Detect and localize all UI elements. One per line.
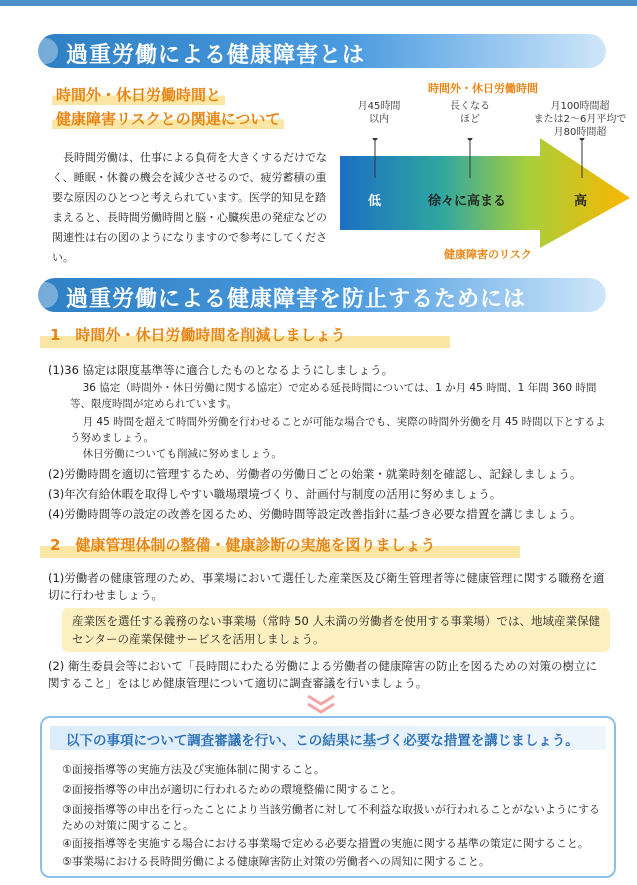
heading-health-management: 2 健康管理体制の整備・健康診断の実施を図りましょう — [40, 534, 520, 558]
marker2-label — [440, 100, 500, 126]
marker2-dot — [468, 138, 473, 141]
yellow-note-box — [62, 608, 610, 652]
section2-title: 過重労働による健康障害を防止するためには — [66, 287, 527, 312]
marker1-line1: 月45時間 — [357, 101, 401, 112]
item-6: (2) 衛生委員会等において「長時間にわたる労働による労働者の健康障害の防止を図るための対策の樹立に関すること」をはじめ健康管理について適切に調査審議を行いましょう。 — [48, 659, 597, 690]
chevron-down-icon — [306, 694, 336, 716]
item-5: (1)労働者の健康管理のため、事業場において選任した産業医及び衛生管理者等に健康管理に関する職務を適切に行わせましょう。 — [48, 571, 605, 602]
note-1a: 36 協定（時間外・休日労働に関する協定）で定める延長時間については、1 か月 45 時間、1 年間 360 時間等、限度時間が定められています。 — [70, 382, 597, 410]
marker1-line2: 以内 — [369, 114, 389, 125]
section1-title: 過重労働による健康障害とは — [66, 43, 366, 68]
top-rule — [0, 0, 637, 6]
note-1b: 月 45 時間を超えて時間外労働を行わせることが可能な場合でも、実際の時間外労働を月 45 時間以下とするよう努めましょう。 — [70, 416, 606, 444]
banner-dot — [32, 38, 58, 64]
box-item-3: ③面接指導等の申出を行ったことにより当該労働者に対して不利益な取扱いが行われることがないようにするための対策に関すること。 — [62, 803, 600, 832]
deliberation-header-text: 以下の事項について調査審議を行い、この結果に基づく必要な措置を講じましょう。 — [66, 733, 579, 749]
item-3: (3)年次有給休暇を取得しやすい職場環境づくり、計画付与制度の活用に努めましょう。 — [48, 487, 502, 501]
box-item-1: ①面接指導等の実施方法及び実施体制に関すること。 — [62, 763, 325, 776]
diagram-title: 時間外・休日労働時間 — [428, 82, 538, 95]
box-item-4: ④面接指導等を実施する場合における事業場で定める必要な措置の実施に関する基準の策定に関すること。 — [62, 837, 589, 850]
risk-low: 低 — [368, 194, 382, 209]
marker2-line2: ほど — [460, 114, 480, 125]
note-1c: 休日労働についても削減に努めましょう。 — [82, 448, 282, 460]
section1-banner — [38, 34, 606, 68]
yellow-note-text: 産業医を選任する義務のない事業場（常時 50 人未満の労働者を使用する事業場）では、地域産業保健センターの産業保健サービスを活用しましょう。 — [72, 614, 600, 646]
risk-caption: 健康障害のリスク — [444, 248, 532, 261]
deliberation-header — [50, 726, 606, 750]
marker2-line1: 長くなる — [450, 101, 490, 112]
subtitle-line2: 健康障害リスクとの関連について — [52, 108, 284, 129]
risk-high: 高 — [574, 194, 588, 209]
item-2: (2)労働時間を適切に管理するため、労働者の労働日ごとの始業・就業時刻を確認し、記録しましょう。 — [48, 467, 582, 481]
item-1: (1)36 協定は限度基準等に適合したものとなるようにしましょう。 — [48, 363, 394, 377]
marker3-line2: または2〜6月平均で — [533, 114, 627, 125]
marker3-dot — [580, 138, 585, 141]
marker3-line1: 月100時間超 — [550, 101, 610, 112]
heading-reduce-hours: 1 時間外・休日労働時間を削減しましょう — [40, 324, 450, 348]
marker1-dot — [373, 138, 378, 141]
section2-banner — [38, 278, 606, 312]
marker1-label — [344, 100, 414, 126]
marker3-label — [530, 100, 630, 139]
subtitle-line1: 時間外・休日労働時間と — [52, 84, 225, 105]
deliberation-box — [40, 716, 616, 878]
box-item-2: ②面接指導等の申出が適切に行われるための環境整備に関すること。 — [62, 783, 402, 796]
section1-body: 長時間労働は、仕事による負荷を大きくするだけでなく、睡眠・休養の機会を減少させるので、疲労蓄積の重要な原因のひとつと考えられています。医学的知見を踏まえると、長時間労働時間と脳・心臓疾患の発症などの関連性は右の図のようになりますので参考にしてください。 — [52, 151, 327, 264]
risk-mid: 徐々に高まる — [428, 194, 507, 209]
box-item-5: ⑤事業場における長時間労働による健康障害防止対策の労働者への周知に関すること。 — [62, 855, 490, 868]
item-4: (4)労働時間等の設定の改善を図るため、労働時間等設定改善指針に基づき必要な措置を講じましょう。 — [48, 507, 582, 521]
banner-dot — [32, 282, 58, 308]
marker3-line3: 月80時間超 — [553, 127, 607, 138]
